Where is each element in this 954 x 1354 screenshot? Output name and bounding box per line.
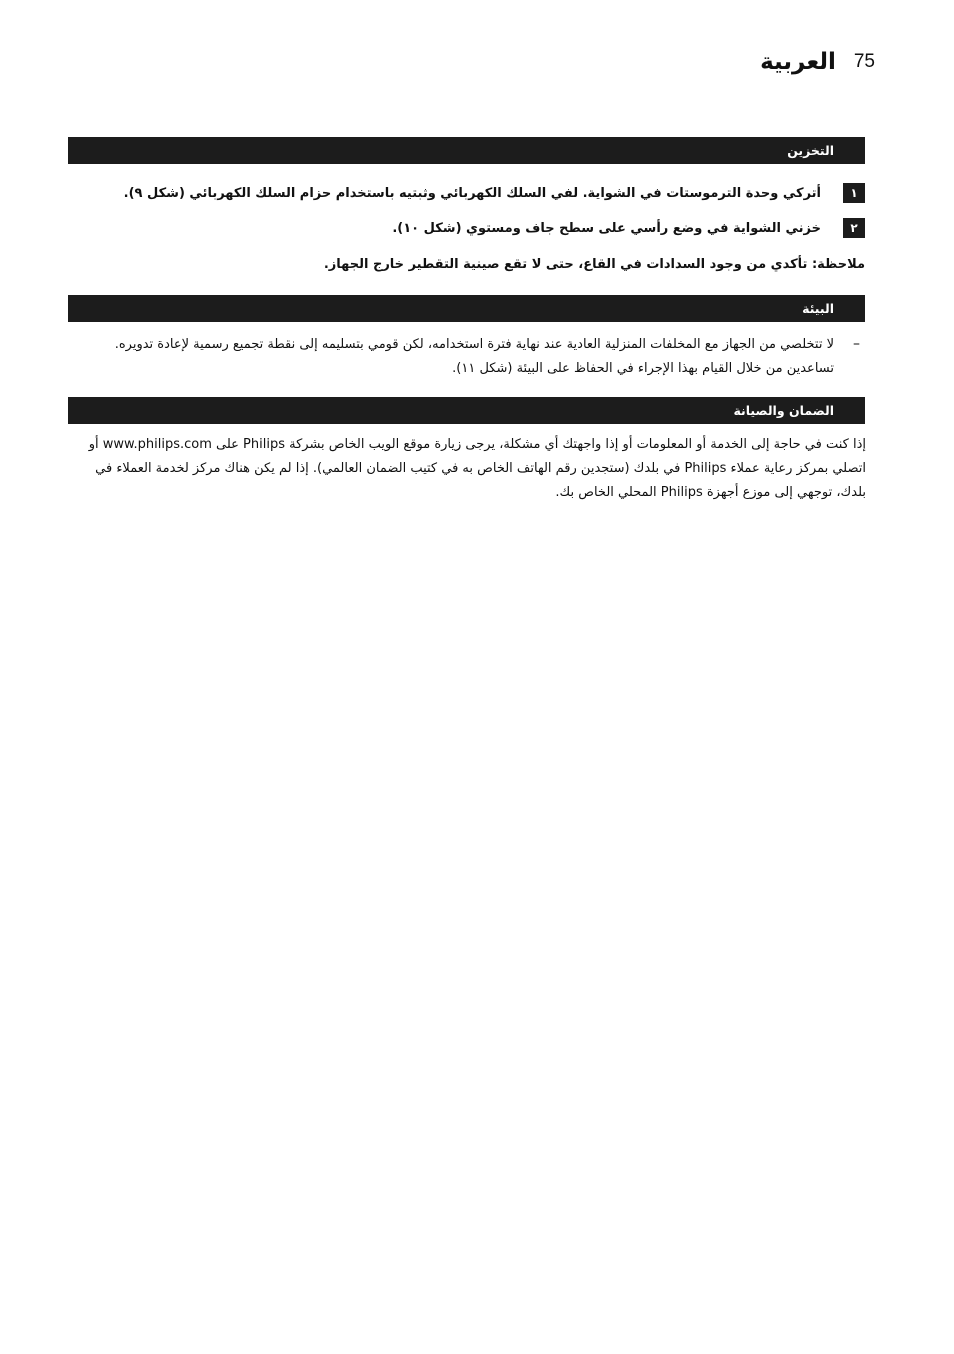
step-text-1: أتركي وحدة الترموستات في الشواية. لفي السلك الكهربائي وثبتيه باستخدام حزام السلك الكهربائي (شكل ٩). [123,186,821,201]
bullet-dash: – [853,336,860,352]
environment-paragraph: لا تتخلصي من الجهاز مع المخلفات المنزلية العادية عند نهاية فترة استخدامه، لكن قومي بتسليمه إلى نقطة تجميع رسمية لإعادة تدويره. تساعدين من خلال القيام بهذا الإجراء في الحفاظ على البيئة (شكل ١١). [114,337,834,376]
warranty-paragraph: إذا كنت في حاجة إلى الخدمة أو المعلومات أو إذا واجهتك أي مشكلة، يرجى زيارة موقع الويب الخاص بشركة Philips على www.philips.com أو اتصلي بمركز رعاية عملاء Philips في بلدك (ستجدين رقم الهاتف الخاص به في كتيب الضمان العالمي). إذا لم يكن هناك مركز لخدمة العملاء في بلدك، توجهي إلى موزع أجهزة Philips المحلي الخاص بك. [88,437,866,500]
page-header [700,44,875,80]
section-heading-environment: البيئة [68,295,865,322]
section-heading-storage: التخزين [68,137,865,164]
step-text-2: خزني الشواية في وضع رأسي على سطح جاف ومستوي (شكل ١٠). [392,221,821,236]
page-number: 75 [853,51,875,72]
step-number-1: ١ [843,183,865,203]
page-title: العربية [760,49,836,75]
storage-note: ملاحظة: تأكدي من وجود السدادات في القاع، حتى لا تقع صينية التقطير خارج الجهاز. [323,257,865,272]
step-number-2: ٢ [843,218,865,238]
section-heading-warranty: الضمان والصيانة [68,397,865,424]
